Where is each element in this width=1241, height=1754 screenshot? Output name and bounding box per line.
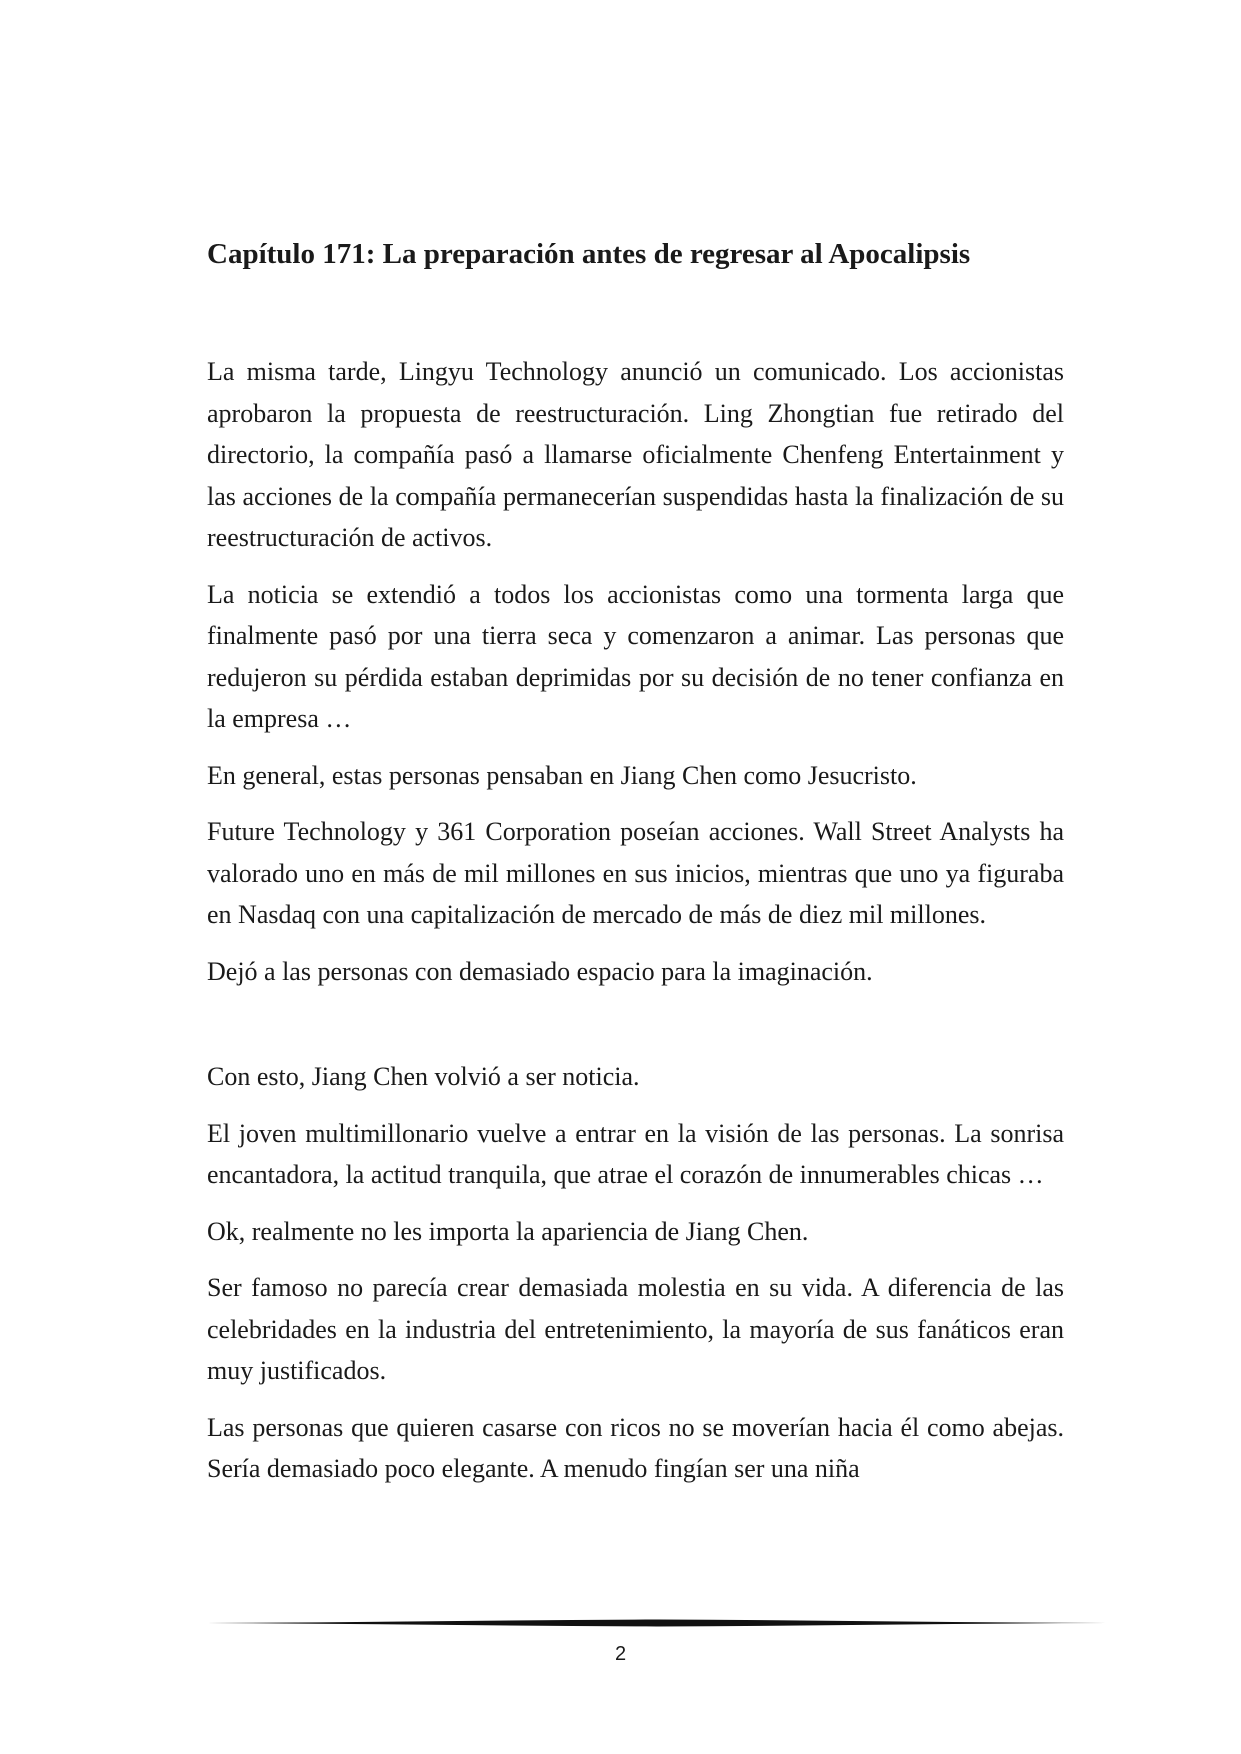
paragraph: Ser famoso no parecía crear demasiada molestia en su vida. A diferencia de las celebridades en la industria del entretenimiento, la mayoría de sus fanáticos eran muy justificados. [207, 1273, 1064, 1385]
page-number: 2 [614, 1643, 627, 1665]
paragraph: Dejó a las personas con demasiado espacio para la imaginación. [207, 956, 873, 986]
chapter-body [207, 351, 1064, 1505]
paragraph: Las personas que quieren casarse con ricos no se moverían hacia él como abejas. Sería demasiado poco elegante. A menudo fingían ser una niña [207, 1412, 1064, 1483]
paragraph: Ok, realmente no les importa la apariencia de Jiang Chen. [207, 1216, 809, 1246]
paragraph: Future Technology y 361 Corporation poseían acciones. Wall Street Analysts ha valorado uno en más de mil millones en sus inicios, mientras que uno ya figuraba en Nasdaq con una capitalización de mercado de más de diez mil millones. [207, 817, 1064, 929]
footer-divider [207, 1618, 1107, 1628]
chapter-title: Capítulo 171: La preparación antes de regresar al Apocalipsis [207, 238, 971, 270]
paragraph: La misma tarde, Lingyu Technology anunció un comunicado. Los accionistas aprobaron la propuesta de reestructuración. Ling Zhongtian fue retirado del directorio, la compañía pasó a llamarse oficialmente Chenfeng Entertainment y las acciones de la compañía permanecerían suspendidas hasta la finalización de su reestructuración de activos. [207, 357, 1064, 552]
paragraph: El joven multimillonario vuelve a entrar en la visión de las personas. La sonrisa encantadora, la actitud tranquila, que atrae el corazón de innumerables chicas … [207, 1118, 1064, 1189]
paragraph: En general, estas personas pensaban en Jiang Chen como Jesucristo. [207, 760, 917, 790]
paragraph: La noticia se extendió a todos los accionistas como una tormenta larga que finalmente pasó por una tierra seca y comenzaron a animar. Las personas que redujeron su pérdida estaban deprimidas por su decisión de no tener confianza en la empresa … [207, 579, 1064, 733]
paragraph: Con esto, Jiang Chen volvió a ser noticia. [207, 1062, 640, 1091]
